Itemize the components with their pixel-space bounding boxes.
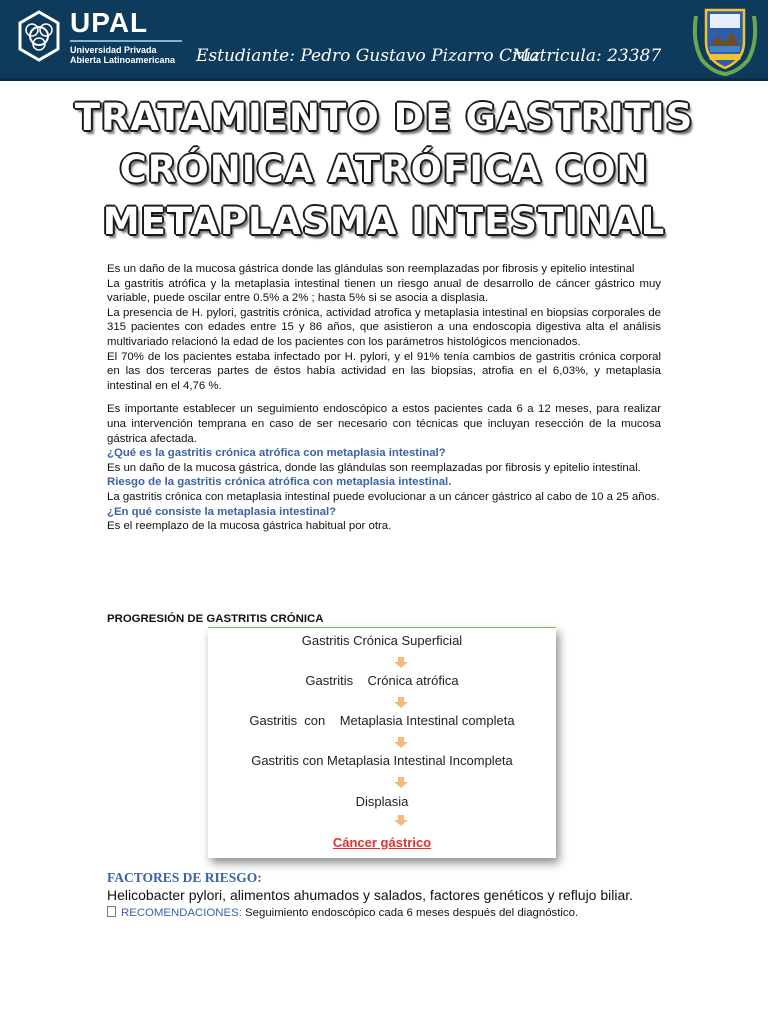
student-name: Estudiante: Pedro Gustavo Pizarro Cruz [196, 46, 541, 66]
recommendations-label: RECOMENDACIONES: [121, 907, 242, 919]
title-line-2: CRÓNICA ATRÓFICA CON [119, 148, 649, 191]
brand-divider [70, 40, 182, 42]
brand-subtitle-2: Abierta Latinoamericana [70, 55, 176, 65]
step-3: Gastritis con Metaplasia Intestinal completa [249, 713, 515, 728]
step-4: Gastritis con Metaplasia Intestinal Incompleta [251, 753, 513, 768]
step-6-final: Cáncer gástrico [332, 835, 432, 850]
paragraph-5: Es importante establecer un seguimiento endoscópico a estos pacientes cada 6 a 12 meses, para realizar una intervención temprana en caso de ser necesario con técnicas que incluyan resección de la mucosa gástrica afectada. [107, 403, 661, 445]
document-title [40, 92, 728, 248]
risk-factors-title: FACTORES DE RIESGO: [107, 870, 262, 885]
progression-diagram [208, 627, 556, 858]
paragraph-2: La gastritis atrófica y la metaplasia intestinal tienen un riesgo anual de desarrollo de cáncer gástrico muy variable, puede oscilar entre 0.5% a 2% ; hasta 5% si se asocia a displasia. [107, 277, 661, 305]
step-2: Gastritis Crónica atrófica [305, 673, 459, 688]
recommendations [107, 906, 578, 919]
brand-subtitle-1: Universidad Privada [70, 45, 157, 55]
question-2: Riesgo de la gastritis crónica atrófica con metaplasia intestinal. [107, 476, 452, 489]
brand-name: UPAL [70, 7, 149, 38]
step-5: Displasia [355, 794, 409, 809]
question-3: ¿En qué consiste la metaplasia intestinal? [107, 505, 337, 518]
matricula-number: Matricula: 23387 [512, 46, 662, 66]
paragraph-4: El 70% de los pacientes estaba infectado por H. pylori, y el 91% tenía cambios de gastritis crónica corporal en las dos terceras partes de éstos había actividad en las biopsias, atrofia en el 6,03%, y metaplasia intestinal en el 4,76 %. [107, 350, 661, 392]
title-line-1: TRATAMIENTO DE GASTRITIS [74, 96, 694, 139]
spacer [107, 393, 661, 402]
checkbox-glyph-icon [107, 906, 116, 917]
answer-2: La gastritis crónica con metaplasia intestinal puede evolucionar a un cáncer gástrico al cabo de 10 a 25 años. [107, 490, 660, 503]
title-line-3: METAPLASMA INTESTINAL [102, 200, 666, 243]
recommendations-text: Seguimiento endoscópico cada 6 meses después del diagnóstico. [241, 907, 579, 919]
answer-1: Es un daño de la mucosa gástrica, donde las glándulas son reemplazadas por fibrosis y epitelio intestinal. [107, 461, 641, 474]
step-1: Gastritis Crónica Superficial [301, 633, 463, 648]
progression-heading: PROGRESIÓN DE GASTRITIS CRÓNICA [107, 613, 324, 625]
brand-block [70, 8, 182, 65]
page-header [0, 0, 768, 81]
paragraph-1: Es un daño de la mucosa gástrica donde las glándulas son reemplazadas por fibrosis y epitelio intestinal [107, 263, 635, 275]
paragraph-3: La presencia de H. pylori, gastritis crónica, actividad atrofica y metaplasia intestinal en biopsias corporales de 315 pacientes con edades entre 15 y 86 años, que asistieron a una endoscopia digestiva alta el análisis multivariado relacionó la edad de los pacientes con los parámetros histológicos mencionados. [107, 306, 661, 348]
answer-3: Es el reemplazo de la mucosa gástrica habitual por otra. [107, 520, 392, 533]
risk-factors-text: Helicobacter pylori, alimentos ahumados y salados, factores genéticos y reflujo biliar. [107, 887, 634, 903]
question-1: ¿Qué es la gastritis crónica atrófica con metaplasia intestinal? [107, 447, 446, 460]
crest-seal-icon [688, 2, 762, 76]
body-text [107, 262, 661, 534]
upal-logo-icon [18, 10, 60, 68]
